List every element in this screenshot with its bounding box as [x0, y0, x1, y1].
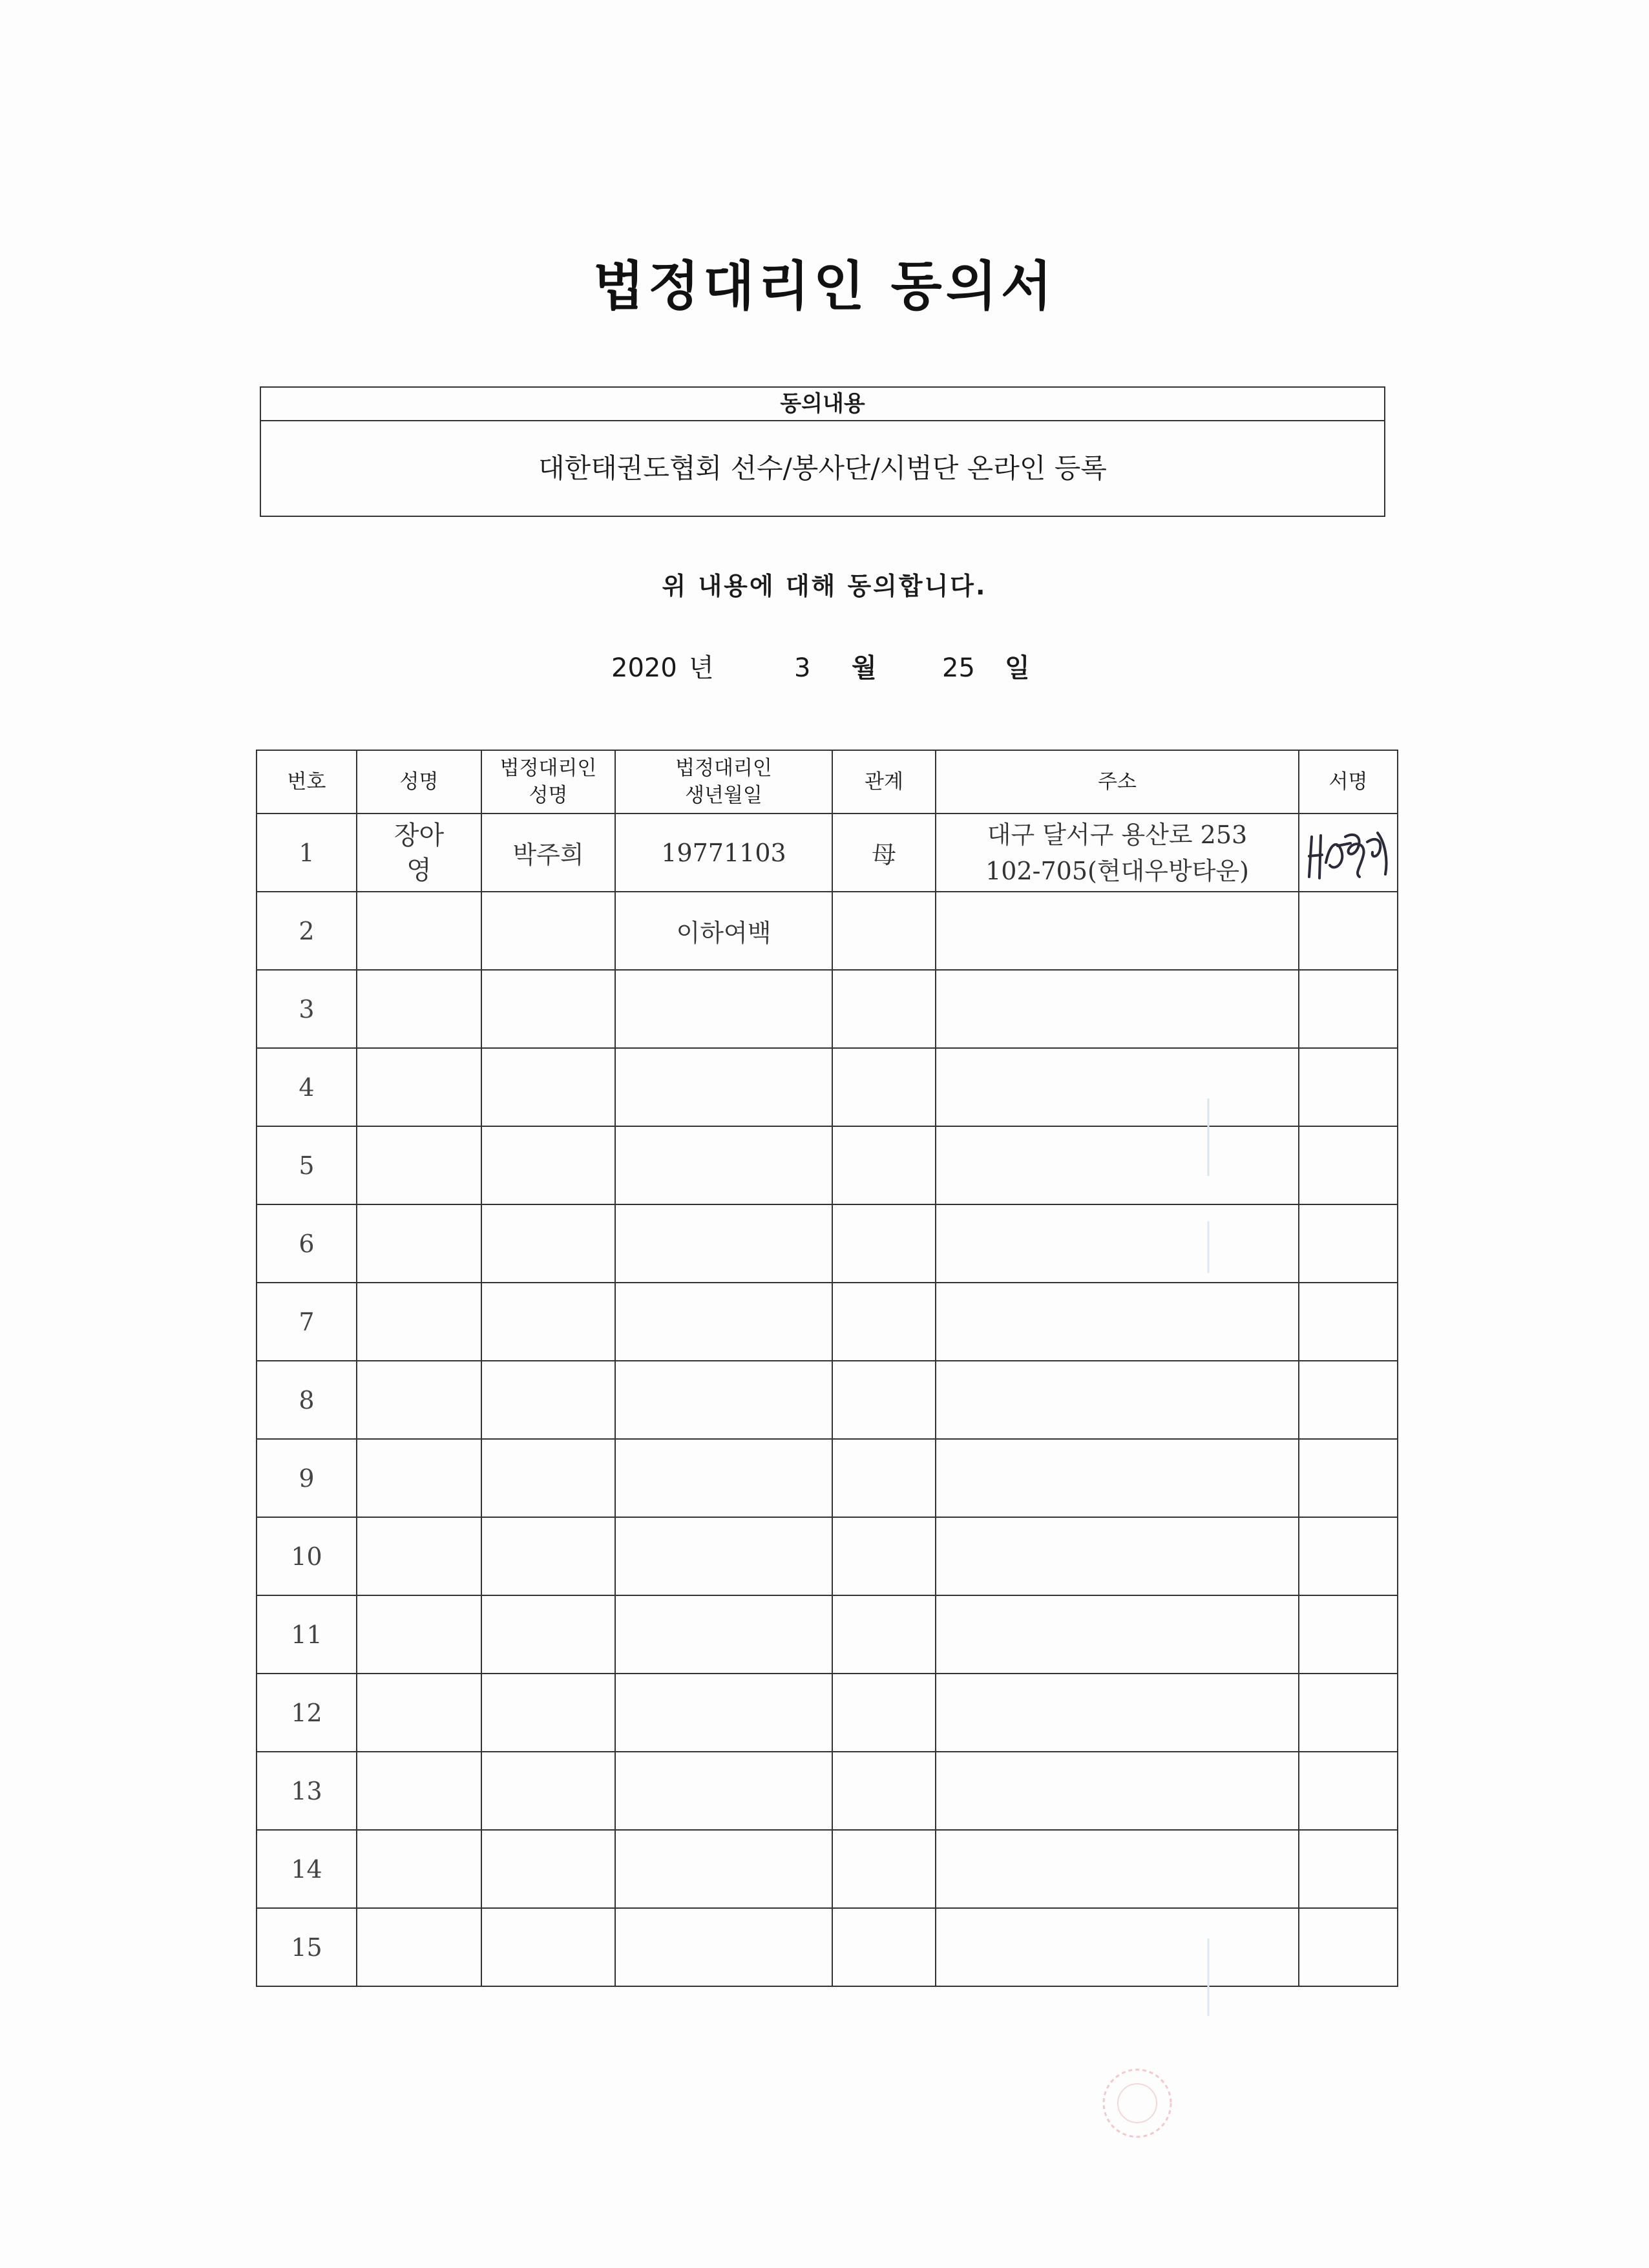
- faint-stamp-mark: [1073, 2055, 1202, 2152]
- row1-signature: [1299, 814, 1398, 892]
- row-cell: [481, 1908, 615, 1986]
- row-cell: [481, 970, 615, 1048]
- row1-name-line2: 영: [406, 855, 432, 885]
- row-cell: [615, 1908, 832, 1986]
- row-no: 12: [257, 1674, 357, 1752]
- row-cell: [832, 1126, 936, 1204]
- row-cell: [832, 970, 936, 1048]
- header-address: 주소: [936, 750, 1299, 814]
- row-cell: [1299, 1048, 1398, 1126]
- row-cell: [357, 892, 481, 970]
- row-cell: [936, 1283, 1299, 1361]
- row-cell: [936, 1439, 1299, 1517]
- row-no: 5: [257, 1126, 357, 1204]
- consent-content-box: [260, 386, 1385, 517]
- row-cell: [357, 1048, 481, 1126]
- row-cell: [615, 1126, 832, 1204]
- row-cell: [832, 1752, 936, 1830]
- row-no: 10: [257, 1517, 357, 1595]
- row1-address: [936, 814, 1299, 892]
- row-cell: [615, 1674, 832, 1752]
- row-cell: [481, 1283, 615, 1361]
- table-row: [257, 1204, 1398, 1283]
- row-cell: [1299, 1204, 1398, 1283]
- row-cell: [832, 1361, 936, 1439]
- agree-statement: 위 내용에 대해 동의합니다.: [662, 572, 987, 600]
- row-cell: [357, 1908, 481, 1986]
- handwritten-signature: [1300, 817, 1397, 888]
- row1-address-line1: 대구 달서구 용산로 253: [987, 820, 1248, 849]
- header-guardian-name: [481, 750, 615, 814]
- row-cell: [1299, 1830, 1398, 1908]
- row1-address-line2: 102-705(현대우방타운): [985, 856, 1249, 885]
- row1-name-line1: 장아: [394, 820, 445, 850]
- row-no: 8: [257, 1361, 357, 1439]
- row-no: 9: [257, 1439, 357, 1517]
- header-no: 번호: [257, 750, 357, 814]
- row-no: 14: [257, 1830, 357, 1908]
- row-cell: [832, 1204, 936, 1283]
- row-cell: [1299, 1283, 1398, 1361]
- row-no: 6: [257, 1204, 357, 1283]
- row-cell: [357, 1283, 481, 1361]
- row-cell: [357, 970, 481, 1048]
- row-cell: [832, 1283, 936, 1361]
- row-cell: [357, 1517, 481, 1595]
- row-cell: [936, 1752, 1299, 1830]
- row-cell: [615, 1595, 832, 1674]
- row-cell: [481, 1674, 615, 1752]
- row1-guardian-name: 박주희: [481, 814, 615, 892]
- row-cell: [1299, 1908, 1398, 1986]
- row-cell: [832, 1674, 936, 1752]
- header-guardian-birth-line2: 생년월일: [685, 784, 762, 807]
- date-line: [0, 651, 1649, 685]
- row-no: 13: [257, 1752, 357, 1830]
- table-row: [257, 1048, 1398, 1126]
- row-cell: [615, 1283, 832, 1361]
- row-cell: [936, 1048, 1299, 1126]
- row-cell: [936, 1908, 1299, 1986]
- row2-blank-note: 이하여백: [615, 892, 832, 970]
- row-cell: [357, 1126, 481, 1204]
- row-cell: [832, 1830, 936, 1908]
- row-cell: [832, 892, 936, 970]
- row-cell: [936, 1126, 1299, 1204]
- row-no: 4: [257, 1048, 357, 1126]
- guardian-table: [256, 750, 1398, 1987]
- date-year: 2020: [611, 653, 677, 683]
- row-no: 7: [257, 1283, 357, 1361]
- row-cell: [357, 1674, 481, 1752]
- row-cell: [1299, 970, 1398, 1048]
- row-cell: [1299, 1517, 1398, 1595]
- row-no: 15: [257, 1908, 357, 1986]
- header-signature: 서명: [1299, 750, 1398, 814]
- row-cell: [832, 1908, 936, 1986]
- row-cell: [357, 1361, 481, 1439]
- row1-name: [357, 814, 481, 892]
- row-cell: [481, 1361, 615, 1439]
- header-guardian-birth-line1: 법정대리인: [675, 757, 772, 780]
- date-month: 3: [794, 653, 811, 683]
- table-row: [257, 1361, 1398, 1439]
- row-cell: [1299, 1595, 1398, 1674]
- row-cell: [1299, 1439, 1398, 1517]
- date-day: 25: [942, 653, 975, 683]
- row-cell: [357, 1595, 481, 1674]
- row-cell: [615, 1752, 832, 1830]
- row-cell: [481, 1752, 615, 1830]
- header-relation: 관계: [832, 750, 936, 814]
- table-row: [257, 814, 1398, 892]
- row-cell: [357, 1204, 481, 1283]
- table-row: [257, 1283, 1398, 1361]
- row-cell: [1299, 1674, 1398, 1752]
- row-cell: [936, 1361, 1299, 1439]
- row1-no: 1: [257, 814, 357, 892]
- header-guardian-birth: [615, 750, 832, 814]
- row-cell: [615, 1517, 832, 1595]
- date-year-unit: 년: [689, 653, 714, 683]
- row-cell: [936, 970, 1299, 1048]
- table-row: [257, 1439, 1398, 1517]
- header-guardian-name-line2: 성명: [529, 784, 568, 807]
- consent-header: 동의내용: [261, 388, 1384, 421]
- row-cell: [481, 1126, 615, 1204]
- row-cell: [615, 1830, 832, 1908]
- table-row: [257, 970, 1398, 1048]
- row-cell: [357, 1830, 481, 1908]
- row-cell: [832, 1595, 936, 1674]
- row-no: 2: [257, 892, 357, 970]
- row1-relation: 母: [832, 814, 936, 892]
- row-cell: [357, 1752, 481, 1830]
- row-cell: [936, 1674, 1299, 1752]
- header-name: 성명: [357, 750, 481, 814]
- table-row: [257, 1595, 1398, 1674]
- row-cell: [615, 1361, 832, 1439]
- row-cell: [1299, 1126, 1398, 1204]
- row-cell: [615, 970, 832, 1048]
- row-cell: [832, 1517, 936, 1595]
- row-no: 3: [257, 970, 357, 1048]
- row-cell: [936, 1517, 1299, 1595]
- row-cell: [1299, 1752, 1398, 1830]
- table-row: [257, 1674, 1398, 1752]
- row-cell: [615, 1204, 832, 1283]
- header-guardian-name-line1: 법정대리인: [499, 757, 597, 780]
- row-cell: [481, 892, 615, 970]
- table-row: [257, 1126, 1398, 1204]
- date-month-unit: 월: [852, 653, 877, 683]
- row-cell: [936, 892, 1299, 970]
- table-row: [257, 892, 1398, 970]
- row-cell: [615, 1048, 832, 1126]
- row-cell: [481, 1517, 615, 1595]
- row-cell: [615, 1439, 832, 1517]
- row-cell: [481, 1048, 615, 1126]
- document-title: 법정대리인 동의서: [593, 256, 1056, 317]
- table-header-row: [257, 750, 1398, 814]
- table-row: [257, 1517, 1398, 1595]
- date-day-unit: 일: [1005, 653, 1030, 683]
- row-cell: [832, 1048, 936, 1126]
- row-cell: [1299, 892, 1398, 970]
- table-row: [257, 1752, 1398, 1830]
- row-cell: [481, 1439, 615, 1517]
- row1-guardian-birth: 19771103: [615, 814, 832, 892]
- row-cell: [357, 1439, 481, 1517]
- row-cell: [1299, 1361, 1398, 1439]
- row-cell: [481, 1204, 615, 1283]
- consent-body: 대한태권도협회 선수/봉사단/시범단 온라인 등록: [538, 452, 1107, 484]
- row-no: 11: [257, 1595, 357, 1674]
- row-cell: [481, 1595, 615, 1674]
- row-cell: [481, 1830, 615, 1908]
- row-cell: [936, 1204, 1299, 1283]
- row-cell: [936, 1595, 1299, 1674]
- row-cell: [936, 1830, 1299, 1908]
- row-cell: [832, 1439, 936, 1517]
- table-row: [257, 1830, 1398, 1908]
- table-row: [257, 1908, 1398, 1986]
